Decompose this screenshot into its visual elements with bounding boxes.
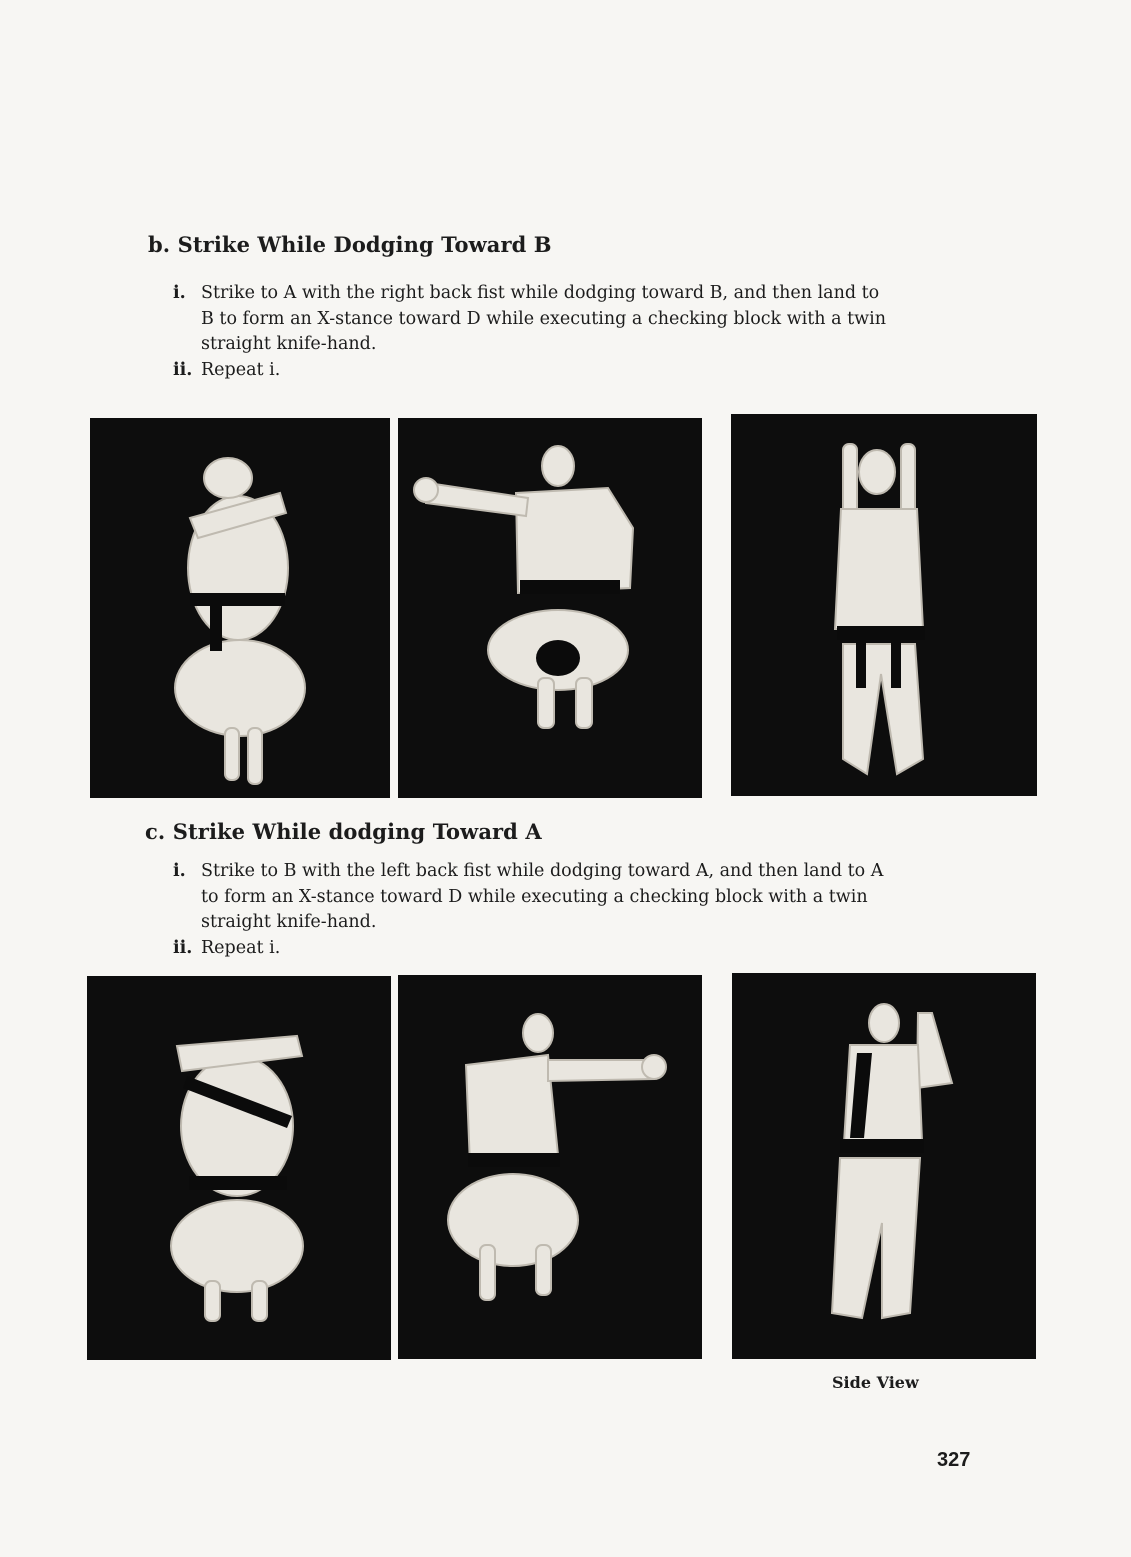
step-text: Strike to A with the right back fist while dodging toward B, and then land to B to form an X-stance toward D while executing a checking block with a twin straight knife-hand. (201, 283, 887, 354)
photo-jump-back-fist-right (398, 418, 702, 798)
step-text: Strike to B with the left back fist while dodging toward A, and then land to A to form an X-stance toward D while executing a checking block with a twin straight knife-hand. (201, 861, 884, 932)
section-b-step-1 (173, 281, 896, 358)
photo-jump-crossed-arms-2 (87, 976, 391, 1360)
photo-x-stance-front (731, 414, 1037, 796)
step-number: i. (173, 861, 186, 881)
section-b-step-2 (173, 358, 896, 384)
page-number: 327 (937, 1449, 971, 1471)
section-c-heading: c. Strike While dodging Toward A (145, 819, 542, 844)
section-c-step-1 (173, 859, 896, 936)
section-b-heading: b. Strike While Dodging Toward B (148, 232, 552, 257)
step-number: ii. (173, 359, 193, 380)
photo-caption: Side View (832, 1373, 919, 1392)
section-c-steps (173, 859, 896, 961)
step-number: ii. (173, 937, 193, 958)
photo-x-stance-side (732, 973, 1036, 1359)
step-text: Repeat i. (201, 937, 281, 958)
section-c-step-2 (173, 936, 896, 962)
section-b-steps (173, 281, 896, 383)
step-number: i. (173, 283, 186, 303)
photo-jump-crossed-arms (90, 418, 390, 798)
photo-jump-back-fist-left (398, 975, 702, 1359)
step-text: Repeat i. (201, 359, 281, 380)
